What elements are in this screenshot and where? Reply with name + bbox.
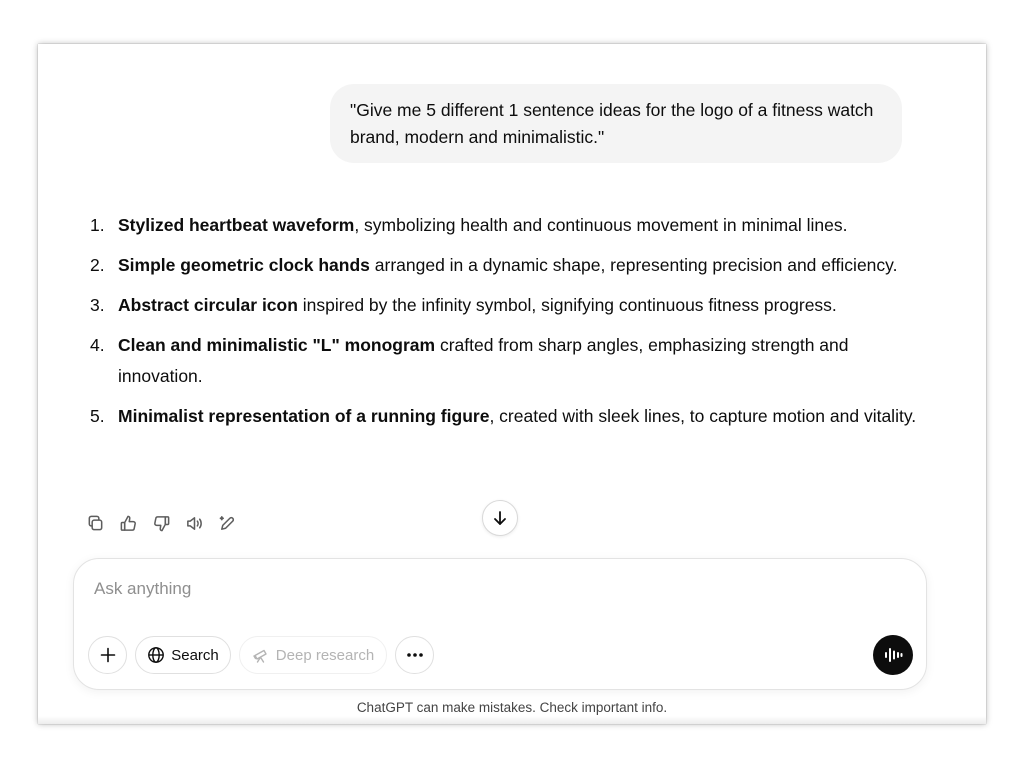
list-item <box>90 210 920 241</box>
user-message-text: "Give me 5 different 1 sentence ideas for the logo of a fitness watch brand, modern and minimalistic." <box>350 100 874 147</box>
more-icon <box>406 652 424 658</box>
plus-icon <box>99 646 117 664</box>
list-item-title: Clean and minimalistic "L" monogram <box>118 335 436 355</box>
list-item-title: Abstract circular icon <box>118 295 298 315</box>
thumbs-down-icon <box>152 514 171 533</box>
arrow-down-icon <box>491 509 509 527</box>
message-actions <box>84 512 238 534</box>
message-composer <box>73 558 927 690</box>
read-aloud-button[interactable] <box>183 512 205 534</box>
list-item-title: Minimalist representation of a running figure <box>118 406 490 426</box>
list-item-number: 3. <box>90 295 105 315</box>
thumbs-down-button[interactable] <box>150 512 172 534</box>
list-item-text: crafted from sharp angles, emphasizing strength and innovation. <box>118 335 849 386</box>
deep-research-label: Deep research <box>275 646 375 664</box>
list-item-number: 1. <box>90 215 105 235</box>
thumbs-up-button[interactable] <box>117 512 139 534</box>
copy-icon <box>86 514 105 533</box>
user-message-bubble <box>330 84 902 163</box>
list-item <box>90 401 920 432</box>
thumbs-up-icon <box>119 514 138 533</box>
list-item-title: Stylized heartbeat waveform <box>118 215 355 235</box>
list-item-number: 2. <box>90 255 105 275</box>
edit-button[interactable] <box>216 512 238 534</box>
search-button[interactable] <box>135 636 231 674</box>
list-item <box>90 330 920 392</box>
globe-icon <box>147 646 165 664</box>
list-item-text: , created with sleek lines, to capture motion and vitality. <box>489 406 917 426</box>
list-item-text: arranged in a dynamic shape, representing precision and efficiency. <box>369 255 898 275</box>
copy-button[interactable] <box>84 512 106 534</box>
list-item-text: inspired by the infinity symbol, signifying continuous fitness progress. <box>297 295 837 315</box>
more-tools-button[interactable] <box>395 636 434 674</box>
list-item <box>90 290 920 321</box>
deep-research-button[interactable] <box>239 636 387 674</box>
prompt-input[interactable] <box>92 575 856 603</box>
bottom-divider <box>38 716 986 724</box>
list-item <box>90 250 920 281</box>
voice-waveform-icon <box>883 646 903 664</box>
list-item-number: 5. <box>90 406 105 426</box>
chat-window <box>38 44 986 724</box>
search-button-label: Search <box>171 646 219 664</box>
disclaimer-text: ChatGPT can make mistakes. Check important info. <box>356 700 668 715</box>
voice-mode-button[interactable] <box>873 635 913 675</box>
assistant-answer-list <box>90 210 920 441</box>
telescope-icon <box>252 646 270 664</box>
list-item-text: , symbolizing health and continuous movement in minimal lines. <box>354 215 848 235</box>
list-item-number: 4. <box>90 335 105 355</box>
edit-icon <box>218 514 237 533</box>
read-aloud-icon <box>185 514 204 533</box>
attach-button[interactable] <box>88 636 127 674</box>
scroll-down-button[interactable] <box>482 500 518 536</box>
list-item-title: Simple geometric clock hands <box>118 255 370 275</box>
